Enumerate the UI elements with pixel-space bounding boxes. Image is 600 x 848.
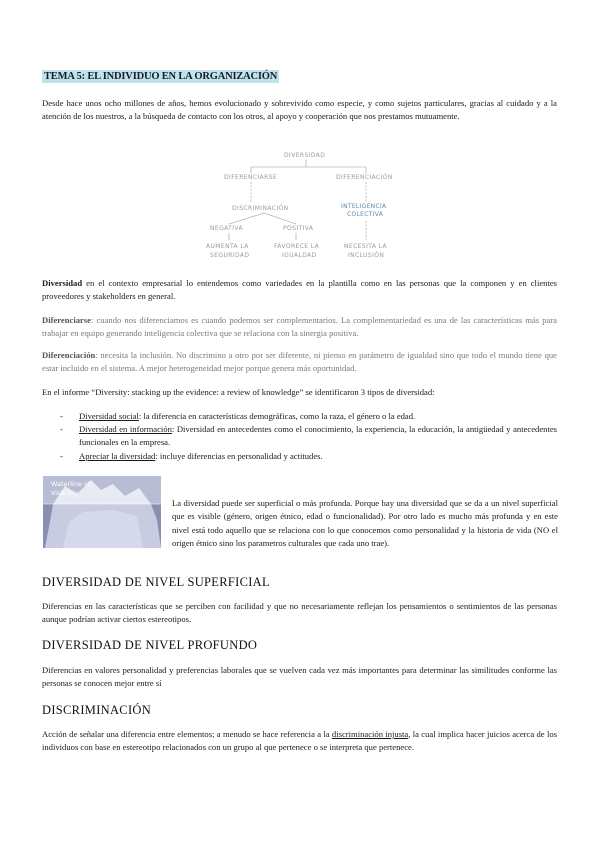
tipo-label: Diversidad en información (79, 424, 172, 435)
page-title: TEMA 5: EL INDIVIDUO EN LA ORGANIZACIÓN (44, 71, 278, 82)
iceberg-paragraph: La diversidad puede ser superficial o más profunda. Porque hay una diversidad que se da a un nivel superficial que es visible (género, origen étnico, edad o funcionalidad). Por otro lado es mucho más profunda y en este nivel está todo aquello que se relaciona con lo que conocemos como personalidad y la historia de vida (NO el origen étnico sino los parametros culturales que cada uno trae). (172, 498, 558, 549)
heading-discriminacion: DISCRIMINACIÓN (42, 703, 152, 717)
informe-paragraph: En el informe “Diversity: stacking up the evidence: a review of knowledge” se identificaron 3 tipos de diversidad: (42, 387, 435, 397)
diferenciarse-text: : cuando nos diferenciamos es cuando podemos ser complementarios. La complementariedad es una de las características más para trabajar en equipo generando inteligencia colectiva que se relaciona con la sinergia positiva. (42, 315, 557, 339)
list-item: - Diversidad social: la diferencia en características demográficas, como la raza, el género o la edad. (60, 411, 416, 421)
diversity-diagram (196, 148, 406, 263)
diagram-discriminacion: DISCRIMINACIÓN (232, 205, 289, 212)
intro-paragraph: Desde hace unos ocho millones de años, hemos evolucionado y sobrevivido como especie, y como sujetos particulares, gracias al cuidado y a la atención de los nuestros, a la búsqueda de contacto con los otros, al apoyo y cooperación que nos prestamos mutuamente. (42, 98, 557, 122)
diferenciacion-term: Diferenciación (42, 350, 96, 360)
diagram-colectiva: COLECTIVA (347, 211, 384, 218)
diagram-diferenciarse: DIFERENCIARSE (224, 174, 278, 181)
discriminacion-paragraph: Acción de señalar una diferencia entre elementos; a menudo se hace referencia a la discriminación injusta, la cual implica hacer juicios acerca de los individuos con base en estereotipo relacionados con un grupo al que pertenece o se interpreta que pertenece. (42, 729, 557, 753)
tipo-label: Apreciar la diversidad (79, 450, 156, 461)
diferenciarse-term: Diferenciarse (42, 315, 91, 325)
heading-nivel-profundo: DIVERSIDAD DE NIVEL PROFUNDO (42, 638, 258, 652)
diagram-igualdad: IGUALDAD (282, 252, 317, 259)
nivel-profundo-paragraph: Diferencias en valores personalidad y preferencias laborales que se vuelven cada vez más importantes para determinar las similitudes conforme las personas se conocen mejor entre sí (42, 665, 557, 689)
diagram-root: DIVERSIDAD (284, 152, 326, 159)
diagram-positiva: POSITIVA (283, 225, 314, 232)
diagram-diferenciacion: DIFERENCIACIÓN (336, 174, 393, 181)
diversidad-paragraph (42, 277, 557, 303)
nivel-superficial-paragraph: Diferencias en las características que se perciben con facilidad y que no necesariamente reflejan los pensamientos o sentimientos de las personas aunque podrían activar ciertos estereotipos. (42, 601, 557, 625)
iceberg-image (43, 476, 161, 548)
tipo-label: Diversidad social (79, 411, 139, 421)
diagram-inclusion: INCLUSIÓN (348, 252, 385, 259)
tipos-list (42, 410, 557, 463)
diagram-favorece: FAVORECE LA (274, 243, 320, 250)
diversidad-term: Diversidad (42, 278, 83, 288)
iceberg-caption-1: Waterline of (51, 480, 91, 488)
diferenciarse-paragraph (42, 314, 557, 340)
diagram-seguridad: SEGURIDAD (210, 252, 250, 259)
heading-nivel-superficial: DIVERSIDAD DE NIVEL SUPERFICIAL (42, 575, 270, 589)
discriminacion-injusta-link: discriminación injusta (331, 729, 409, 739)
list-item: - Apreciar la diversidad: incluye diferencias en personalidad y actitudes. (60, 450, 323, 461)
diagram-negativa: NEGATIVA (210, 225, 244, 232)
diferenciacion-text: : necesita la inclusión. No discrimino a otro por ser diferente, ni pienso en parámetro de igualdad sino que todo el mundo tiene que estar incluido en el sistema. A mejor heterogeneidad mejor porque genera más oportunidad. (42, 350, 557, 374)
list-item: - Diversidad en información: Diversidad en antecedentes como el conocimiento, la experiencia, la educación, la antigüedad y antecedentes funcionales en la empresa. (60, 424, 557, 448)
diagram-inteligencia: INTELIGENCIA (341, 203, 387, 210)
diversidad-text: en el contexto empresarial lo entendemos como variedades en la plantilla como en las personas que la componen y en clientes proveedores y stakeholders en general. (42, 278, 557, 302)
diagram-aumenta: AUMENTA LA (206, 243, 249, 250)
diagram-necesita: NECESITA LA (344, 243, 388, 250)
iceberg-caption-2: Visibility (51, 489, 79, 497)
diferenciacion-paragraph (42, 349, 557, 375)
